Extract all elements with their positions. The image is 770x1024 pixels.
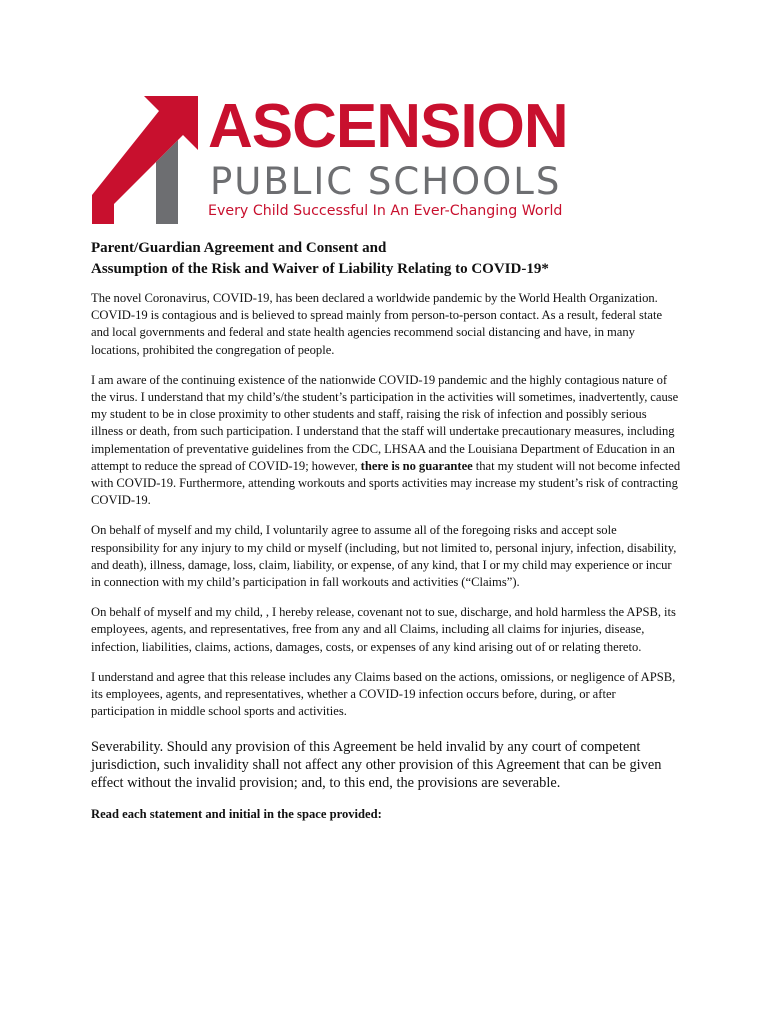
no-guarantee-emphasis: there is no guarantee — [360, 458, 473, 473]
arrow-logo-icon — [90, 92, 208, 227]
risk-awareness-text-end: that my student will not become infected with COVID-19. Furthermore, attending workouts and sports activities may increase my student’s risk of contracting COVID-19. — [91, 458, 681, 508]
paragraph-pandemic-intro: The novel Coronavirus, COVID-19, has been declared a worldwide pandemic by the World Health Organization. COVID-19 is contagious and is believed to spread mainly from person-to-person contact. As a result, federal state and local governments and federal and state health agencies recommend social distancing and have, in many locations, prohibited the congregation of people. — [91, 291, 663, 357]
risk-awareness-text-start: I am aware of the continuing existence of the nationwide COVID-19 pandemic and the highly contagious nature of the virus. I understand that my child’s/the student’s participation in the activities will sometimes, inadvertently, cause my student to be in close proximity to other students and staff, raising the risk of infection and possibly serious illness or death, from such participation. I understand that the staff will undertake precautionary measures, including implementation of preventative guidelines from the CDC, LHSAA and the Louisiana Department of Education in an attempt to reduce the spread of COVID-19; however, — [91, 372, 679, 473]
paragraph-assumption-of-risk: On behalf of myself and my child, I voluntarily agree to assume all of the foregoing risks and accept sole responsibility for any injury to my child or myself (including, but not limited to, personal injury, infection, disability, and death), illness, damage, loss, claim, liability, or expense, of any kind, that I or my child may experience or incur in connection with my child’s participation in fall workouts and activities (“Claims”). — [91, 523, 677, 590]
title-line-2: Assumption of the Risk and Waiver of Liability Relating to COVID-19* — [91, 261, 549, 277]
document-title — [91, 238, 681, 280]
paragraph-severability: Severability. Should any provision of this Agreement be held invalid by any court of competent jurisdiction, such invalidity shall not affect any other provision of this Agreement that can be given effect without the invalid provision; and, to this end, the provisions are severable. — [91, 739, 662, 792]
paragraph-release: On behalf of myself and my child, , I hereby release, covenant not to sue, discharge, and hold harmless the APSB, its employees, agents, and representatives, free from any and all Claims, including all claims for injuries, disease, infection, liabilities, claims, actions, damages, costs, or expenses of any kind arising out of or relating thereto. — [91, 605, 676, 654]
logo-subtitle: PUBLIC SCHOOLS — [210, 160, 562, 203]
logo-tagline: Every Child Successful In An Ever-Changing World — [208, 203, 563, 219]
paragraph-negligence: I understand and agree that this release includes any Claims based on the actions, omissions, or negligence of APSB, its employees, agents, and representatives, whether a COVID-19 infection occurs before, during, or after participation in middle school sports and activities. — [91, 669, 676, 719]
document-body — [91, 238, 681, 823]
logo-wordmark: ASCENSION — [208, 92, 568, 161]
ascension-public-schools-logo — [90, 92, 590, 227]
initial-instruction: Read each statement and initial in the space provided: — [91, 807, 382, 822]
title-line-1: Parent/Guardian Agreement and Consent and — [91, 240, 387, 256]
paragraph-risk-awareness — [91, 372, 681, 510]
